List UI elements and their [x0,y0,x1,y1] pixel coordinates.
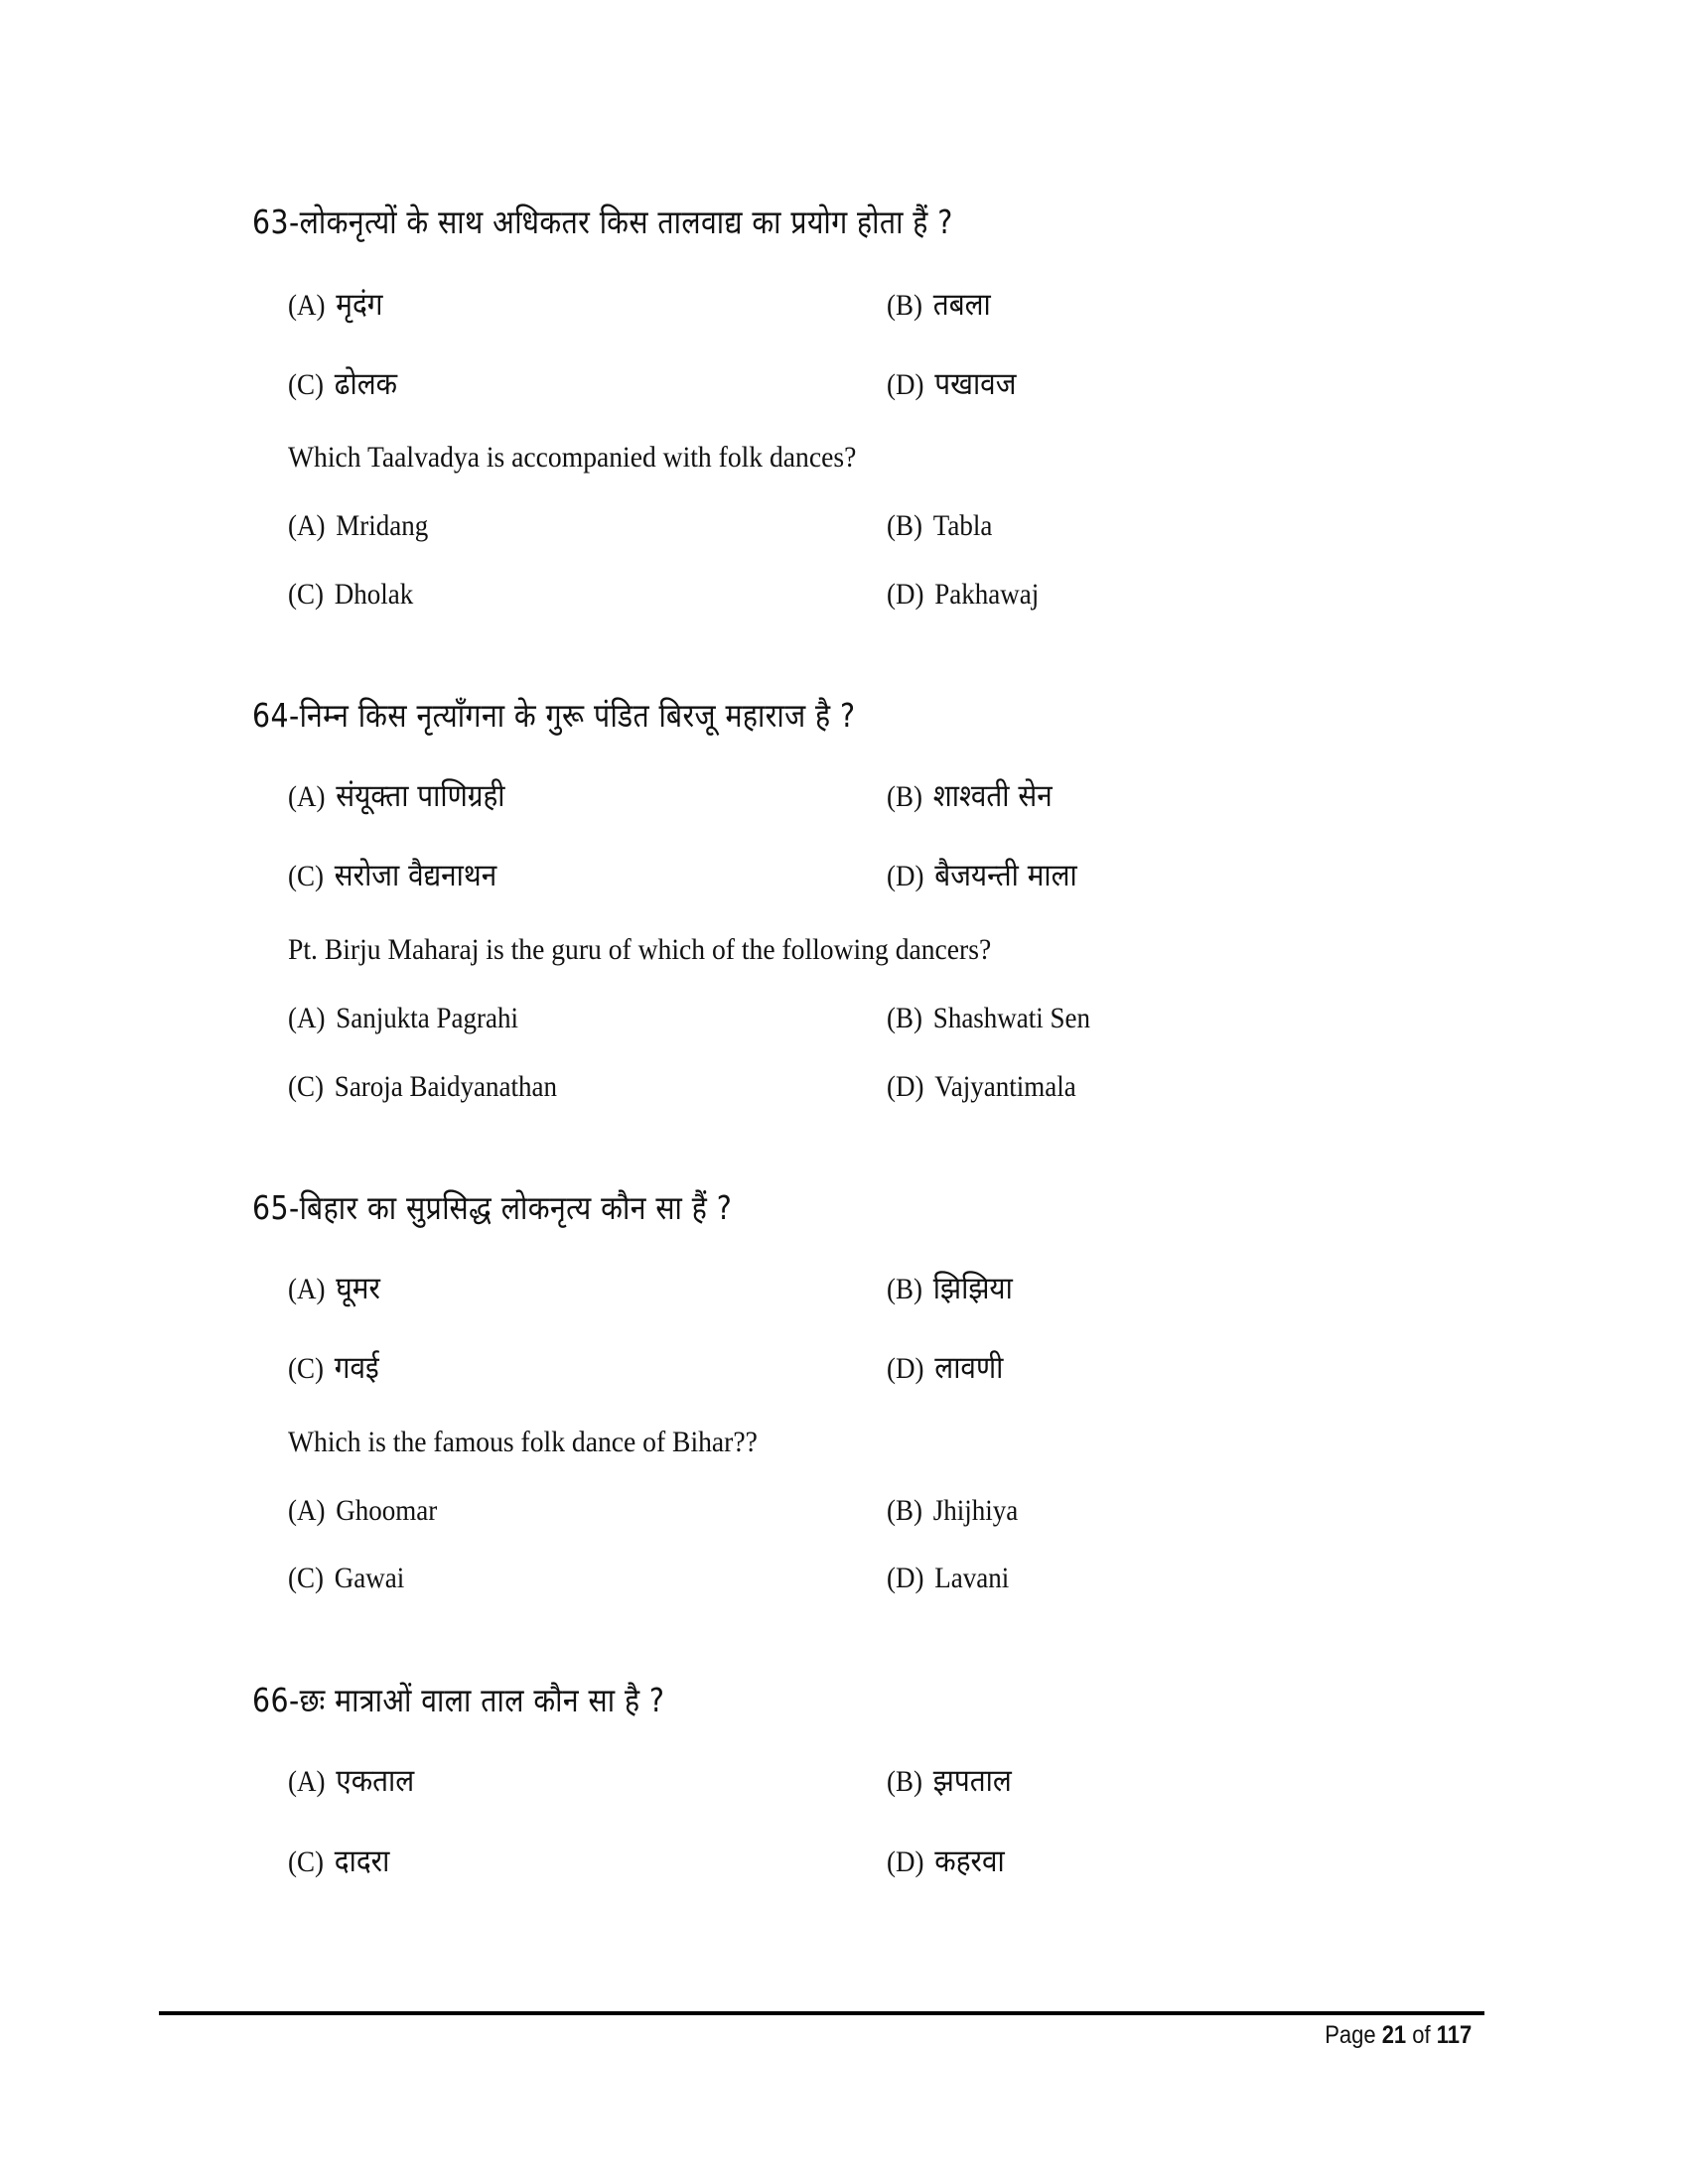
option-text: Shashwati Sen [932,1002,1091,1034]
question-64-hindi [252,692,855,737]
option-d-english [887,1070,1097,1104]
option-text: Ghoomar [336,1494,438,1527]
question-64-english: Pt. Birju Maharaj is the guru of which of the following dancers? [288,933,992,966]
option-label: (B) [887,289,922,322]
option-text: झिझिया [932,1271,1013,1306]
option-d-hindi [887,1840,1018,1881]
option-label: (B) [887,1765,922,1798]
question-65-english: Which is the famous folk dance of Bihar?? [288,1426,758,1458]
option-text: तबला [932,287,991,323]
option-text: Saroja Baidyanathan [334,1070,557,1103]
option-a-english [288,509,444,543]
option-label: (C) [288,368,324,401]
option-label: (C) [288,1562,324,1594]
option-label: (D) [887,1562,924,1594]
question-text: छः मात्राओं वाला ताल कौन सा है ? [299,1681,665,1719]
option-d-hindi [887,854,1098,895]
question-63-hindi [252,199,953,243]
option-c-english [288,1070,587,1104]
option-label: (C) [288,1352,324,1385]
option-a-hindi [288,774,529,816]
option-text: मृदंग [336,287,383,323]
question-66-hindi [252,1677,664,1721]
option-text: Jhijhiya [932,1494,1019,1527]
option-text: Tabla [932,509,993,542]
question-63-english: Which Taalvadya is accompanied with folk dances? [288,441,857,474]
question-number: 65- [252,1188,300,1227]
option-b-english [887,1002,1113,1035]
option-c-hindi [288,1840,401,1881]
option-label: (A) [288,1002,326,1034]
total-pages: 117 [1436,2021,1472,2049]
option-text: लावणी [934,1350,1004,1386]
option-text: सरोजा वैद्यनाथन [334,858,497,893]
question-text: बिहार का सुप्रसिद्ध लोकनृत्य कौन सा हैं ? [299,1188,733,1227]
question-number: 64- [252,696,300,735]
question-number: 66- [252,1681,300,1719]
option-label: (A) [288,780,326,813]
of-label: of [1412,2021,1431,2049]
option-label: (A) [288,509,326,542]
option-text: संयूक्ता पाणिग्रही [336,778,505,814]
option-b-hindi [887,1759,1026,1801]
option-d-hindi [887,1346,1016,1388]
option-text: ढोलक [334,366,398,402]
option-a-hindi [288,1759,428,1801]
option-text: कहरवा [934,1843,1005,1879]
question-text: लोकनृत्यों के साथ अधिकतर किस तालवाद्य का प्रयोग होता हैं ? [299,203,953,241]
option-label: (C) [288,578,324,611]
option-c-hindi [288,854,520,895]
option-label: (B) [887,509,922,542]
option-a-hindi [288,1267,390,1308]
option-text: शाश्वती सेन [932,778,1053,814]
option-c-english [288,1562,417,1595]
current-page: 21 [1381,2021,1406,2049]
option-a-english [288,1002,544,1035]
option-text: एकताल [336,1763,415,1799]
option-text: घूमर [336,1271,380,1306]
option-label: (B) [887,1494,922,1527]
option-text: Lavani [934,1562,1010,1594]
option-label: (C) [288,1845,324,1878]
footer-divider [159,2011,1484,2015]
option-text: Dholak [334,578,414,611]
option-label: (D) [887,1352,924,1385]
option-a-english [288,1494,454,1528]
option-d-english [887,578,1055,612]
option-text: Vajyantimala [934,1070,1076,1103]
question-65-hindi [252,1184,732,1229]
option-label: (B) [887,780,922,813]
question-number: 63- [252,203,300,241]
option-text: झपताल [932,1763,1012,1799]
option-b-english [887,509,1004,543]
option-label: (B) [887,1002,922,1034]
option-text: बैजयन्ती माला [934,858,1077,893]
option-label: (C) [288,860,324,892]
option-label: (D) [887,1845,924,1878]
option-label: (A) [288,1494,326,1527]
option-label: (B) [887,1273,922,1305]
option-c-hindi [288,362,409,404]
option-text: Mridang [336,509,429,542]
option-label: (D) [887,860,924,892]
option-text: पखावज [934,366,1017,402]
option-text: दादरा [334,1843,390,1879]
option-label: (D) [887,368,924,401]
option-text: गवई [334,1350,379,1386]
option-label: (A) [288,1273,326,1305]
option-text: Gawai [334,1562,405,1594]
page-number [1325,2021,1472,2050]
option-d-hindi [887,362,1031,404]
option-b-hindi [887,283,1002,325]
option-label: (C) [288,1070,324,1103]
option-c-english [288,578,427,612]
option-label: (D) [887,1070,924,1103]
option-c-hindi [288,1346,389,1388]
option-text: Sanjukta Pagrahi [336,1002,519,1034]
option-d-english [887,1562,1023,1595]
option-b-english [887,1494,1033,1528]
option-label: (D) [887,578,924,611]
option-b-hindi [887,774,1070,816]
question-text: निम्न किस नृत्याँगना के गुरू पंडित बिरजू महाराज है ? [299,696,856,735]
option-label: (A) [288,1765,326,1798]
option-text: Pakhawaj [934,578,1040,611]
option-b-hindi [887,1267,1027,1308]
option-label: (A) [288,289,326,322]
page-prefix: Page [1324,2021,1376,2049]
option-a-hindi [288,283,393,325]
